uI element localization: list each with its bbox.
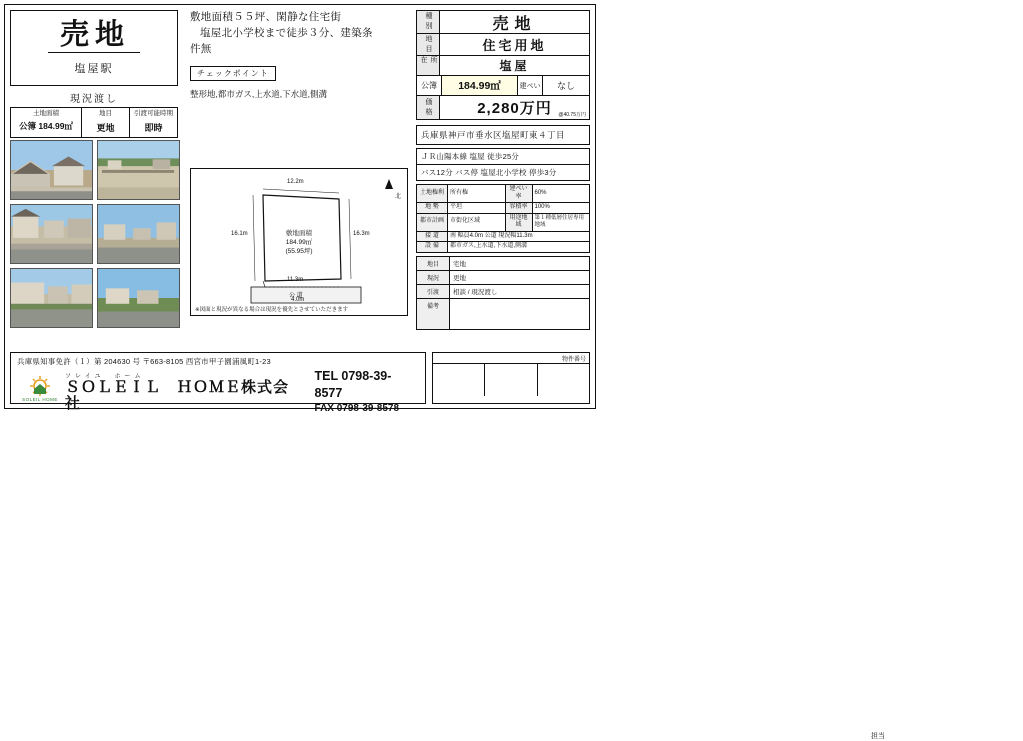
logo-text: SOLEIL HOME: [22, 396, 58, 402]
spec-table-row: [417, 231, 590, 242]
spec-val: 平坦: [448, 203, 506, 214]
detail-row: [417, 284, 590, 298]
title-box: [10, 10, 178, 86]
company-name-block: [65, 371, 305, 413]
detail-key: 現況: [417, 270, 450, 284]
footer-body: [17, 368, 419, 415]
spec-label-location: 所在: [417, 56, 440, 75]
spec-key: 設 備: [417, 242, 448, 253]
traffic-line-2: バス12分 バス停 塩屋北小学校 停歩3分: [417, 164, 589, 180]
detail-val: 更地: [450, 270, 590, 284]
checkpoint-badge: チェックポイント: [190, 66, 276, 81]
detail-row: [417, 270, 590, 284]
summary-label-landuse: 地目: [99, 110, 112, 117]
lot-area-tsubo: (55.95坪): [285, 248, 313, 256]
summary-value-landuse: 更地: [96, 122, 115, 133]
spec-val2: 100%: [532, 203, 590, 214]
stamp-cell: [433, 364, 485, 396]
summary-box-landuse: [82, 107, 130, 138]
spec-table-row: [417, 242, 590, 253]
spec-key: 土地権利: [417, 185, 448, 203]
dim-top: 12.2m: [287, 179, 304, 185]
photo-row: [10, 204, 180, 264]
spec-key2: 容積率: [505, 203, 532, 214]
summary-label-delivery: 引渡可能時期: [134, 110, 173, 117]
property-photo: [10, 204, 93, 264]
price-unit-note: @40.75万円: [558, 112, 586, 118]
spec-value-type: 売地: [492, 15, 537, 33]
spec-val: 南 幅員4.0m 公道 現況幅11.3m: [448, 231, 590, 242]
spec-key2: 用途地域: [505, 213, 532, 231]
spec-label-type: 種別: [417, 11, 440, 33]
spec-table-row: [417, 185, 590, 203]
detail-val: [450, 298, 590, 329]
detail-val: 相談 / 現況渡し: [450, 284, 590, 298]
photo-grid: [10, 140, 180, 332]
dim-left: 16.1m: [231, 231, 248, 237]
spec-row-price: [416, 96, 590, 120]
station-name: 塩屋駅: [74, 63, 114, 76]
photo-row: [10, 268, 180, 328]
right-column: [416, 10, 590, 330]
traffic-line-1: ＪＲ山陽本線 塩屋 徒歩25分: [421, 152, 520, 161]
summary-box-delivery: [130, 107, 178, 138]
headline-line-3: 件無: [190, 42, 212, 55]
spec-label-landuse: 地目: [417, 34, 440, 55]
property-photo: [97, 268, 180, 328]
summary-value-delivery: 即時: [144, 122, 163, 133]
road-width-label: 4.0m: [291, 297, 305, 303]
page-title: 売地: [48, 20, 140, 53]
stamp-header: 物件番号: [561, 357, 586, 363]
spec-key2: 建ぺい率: [505, 185, 532, 203]
detail-row: [417, 298, 590, 329]
spec-value-landuse: 住宅用地: [482, 38, 547, 53]
stamp-grid: [433, 363, 589, 396]
address-box: 兵庫県神戸市垂水区塩屋町東４丁目: [416, 125, 590, 145]
lot-area-label: [269, 229, 329, 256]
property-photo: [10, 140, 93, 200]
company-name: ＳＯＬＥＩＬ ＨＯＭＥ株式会社: [65, 378, 290, 413]
license-text: 兵庫県知事免許（１）第 204630 号 〒663-8105 西宮市甲子園浦風町1-23: [17, 357, 271, 366]
spec-val2: 第１種低層住居専用地域: [532, 213, 590, 231]
summary-value-area: 公簿 184.99㎡: [19, 120, 73, 131]
property-photo: [10, 268, 93, 328]
price-label: 価格: [417, 96, 440, 119]
spec-key: 接 道: [417, 231, 448, 242]
dim-right: 16.3m: [353, 231, 370, 237]
summary-boxes: [10, 107, 178, 138]
detail-key: 引渡: [417, 284, 450, 298]
spec-row-location: [416, 56, 590, 76]
traffic-box: [416, 148, 590, 181]
headline-line-2: 塩屋北小学校まで徒歩３分、建築条: [200, 26, 373, 39]
north-label: 北: [394, 194, 401, 200]
company-kana: ソレイユ ホーム: [65, 373, 145, 380]
left-column: [10, 10, 180, 138]
middle-column: [190, 10, 408, 101]
dim-bottom: 11.3m: [287, 277, 304, 283]
fax-number: FAX 0798-39-8578: [314, 402, 400, 414]
price-value: 2,280万円: [477, 100, 552, 117]
headline-line-1: 敷地面積５５坪、閑静な住宅街: [190, 11, 342, 23]
site-plan: [190, 168, 408, 316]
spec-table-row: [417, 213, 590, 231]
road-label: 公 道: [289, 293, 303, 299]
lot-area-value: 184.99㎡: [285, 239, 313, 247]
contact-block: [315, 368, 419, 415]
spec-key: 都市計画: [417, 213, 448, 231]
plan-caption: ※図面と現況が異なる場合は現況を優先とさせていただきます: [195, 307, 349, 313]
spec-row-landuse: [416, 34, 590, 56]
footer-company-box: [10, 352, 426, 414]
spec-key: 地 勢: [417, 203, 448, 214]
area-kind-label: 公簿: [417, 76, 442, 95]
stamp-box: [432, 352, 885, 740]
property-photo: [97, 204, 180, 264]
lot-area-title: 敷地面積: [286, 230, 312, 237]
tanto-label: 担当: [871, 733, 885, 740]
detail-key: 地目: [417, 256, 450, 270]
detail-key: 備考: [417, 298, 450, 329]
spec-val: 所有権: [448, 185, 506, 203]
company-logo: [17, 375, 63, 409]
spec-row-type: [416, 10, 590, 34]
area-value: 184.99㎡: [442, 76, 518, 95]
spec-val: 市街化区域: [448, 213, 506, 231]
feature-note: 整形地,都市ガス,上水道,下水道,側溝: [190, 89, 327, 100]
stamp-cell: [485, 364, 537, 396]
area-sub-label: 建ぺい: [518, 76, 543, 95]
spec-value-location: 塩屋: [499, 59, 530, 73]
stamp-cell: [538, 364, 589, 396]
spec-table: [416, 184, 590, 253]
summary-box-area: [10, 107, 82, 138]
tel-number: TEL 0798-39-8577: [314, 369, 392, 400]
delivery-state: 現況渡し: [70, 94, 118, 105]
summary-label-area: 土地面積: [33, 110, 59, 117]
spec-table-row: [417, 203, 590, 214]
spec-val: 都市ガス,上水道,下水道,側溝: [448, 242, 590, 253]
detail-val: 宅地: [450, 256, 590, 270]
property-photo: [97, 140, 180, 200]
area-right-value: なし: [556, 81, 575, 91]
detail-row: [417, 256, 590, 270]
spec-row-area: [416, 76, 590, 96]
detail-table: [416, 256, 590, 330]
photo-row: [10, 140, 180, 200]
spec-val2: 60%: [532, 185, 590, 203]
